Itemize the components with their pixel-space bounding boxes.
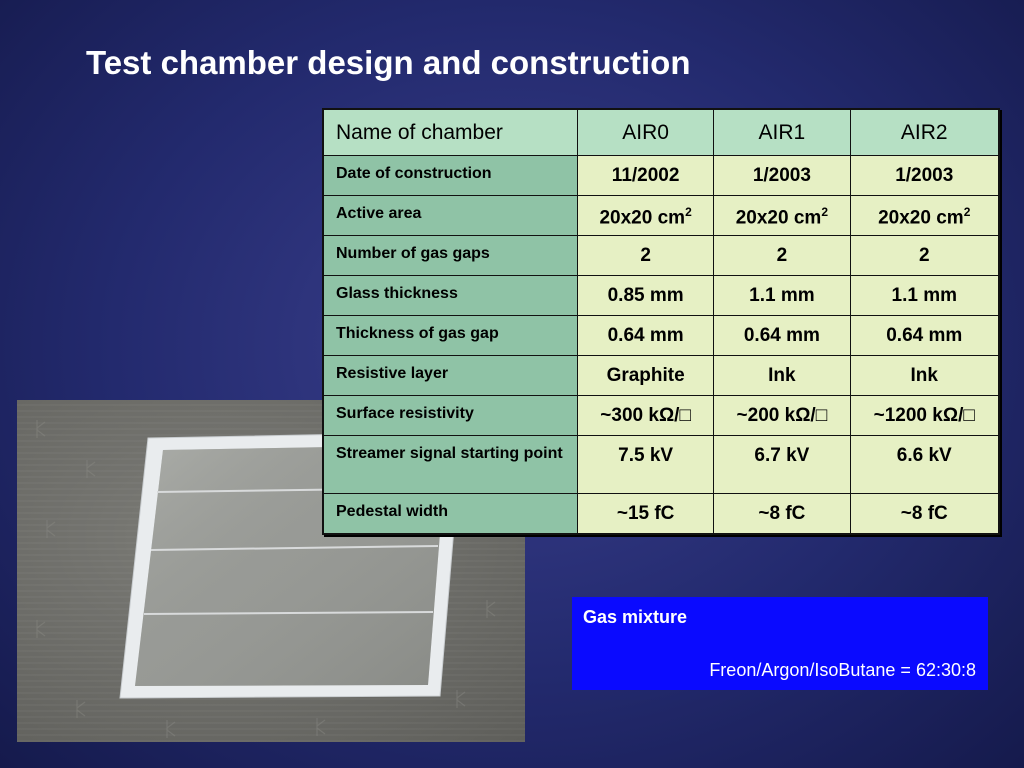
cell: 6.7 kV	[714, 436, 850, 494]
cell-value: ~200 kΩ/	[736, 405, 816, 426]
cell: 1.1 mm	[850, 276, 999, 316]
table-row	[323, 316, 999, 356]
table-row	[323, 436, 999, 494]
cell: 2	[714, 236, 850, 276]
cell: Ink	[714, 356, 850, 396]
cell	[578, 396, 714, 436]
row-label: Streamer signal starting point	[323, 436, 578, 494]
row-label: Date of construction	[323, 156, 578, 196]
table-header-row	[323, 109, 999, 156]
cell-value: ~300 kΩ/	[600, 405, 680, 426]
table-row	[323, 356, 999, 396]
header-col-air0: AIR0	[578, 109, 714, 156]
cell: 1/2003	[850, 156, 999, 196]
cell-value: ~1200 kΩ/	[873, 405, 964, 426]
cell: ~8 fC	[850, 494, 999, 534]
slide-title: Test chamber design and construction	[86, 44, 691, 81]
row-label: Resistive layer	[323, 356, 578, 396]
header-col-air2: AIR2	[850, 109, 999, 156]
row-label: Active area	[323, 196, 578, 236]
square-symbol: □	[815, 405, 828, 426]
cell: 0.85 mm	[578, 276, 714, 316]
cell	[578, 196, 714, 236]
cell: ~15 fC	[578, 494, 714, 534]
header-label: Name of chamber	[323, 109, 578, 156]
cell-value: 20x20 cm	[878, 207, 964, 229]
cell-value: 20x20 cm	[599, 207, 686, 229]
cell: 1/2003	[714, 156, 850, 196]
row-label: Glass thickness	[323, 276, 578, 316]
row-label: Surface resistivity	[323, 396, 578, 436]
superscript: 2	[821, 205, 828, 219]
table-row	[323, 276, 999, 316]
table-row	[323, 196, 999, 236]
row-label: Number of gas gaps	[323, 236, 578, 276]
table-row	[323, 156, 999, 196]
cell	[850, 396, 999, 436]
cell: 7.5 kV	[578, 436, 714, 494]
cell: 6.6 kV	[850, 436, 999, 494]
table-row	[323, 494, 999, 534]
square-symbol: □	[963, 405, 975, 426]
cell	[850, 196, 999, 236]
chamber-spec-table	[322, 108, 1000, 535]
gas-mixture-value: Freon/Argon/IsoButane = 62:30:8	[709, 660, 976, 680]
cell: 0.64 mm	[714, 316, 850, 356]
cell: Ink	[850, 356, 999, 396]
cell: 1.1 mm	[714, 276, 850, 316]
header-col-air1: AIR1	[714, 109, 850, 156]
row-label: Pedestal width	[323, 494, 578, 534]
cell: 0.64 mm	[850, 316, 999, 356]
cell: Graphite	[578, 356, 714, 396]
cell: 2	[850, 236, 999, 276]
cell	[714, 196, 850, 236]
row-label: Thickness of gas gap	[323, 316, 578, 356]
square-symbol: □	[679, 405, 691, 426]
gas-mixture-box	[572, 597, 988, 690]
cell: ~8 fC	[714, 494, 850, 534]
cell: 0.64 mm	[578, 316, 714, 356]
cell-value: 20x20 cm	[735, 207, 822, 229]
cell	[714, 396, 850, 436]
cell: 11/2002	[578, 156, 714, 196]
gas-mixture-title: Gas mixture	[583, 607, 688, 627]
superscript: 2	[963, 205, 971, 219]
table-row	[323, 236, 999, 276]
cell: 2	[578, 236, 714, 276]
table-row	[323, 396, 999, 436]
superscript: 2	[685, 205, 692, 219]
